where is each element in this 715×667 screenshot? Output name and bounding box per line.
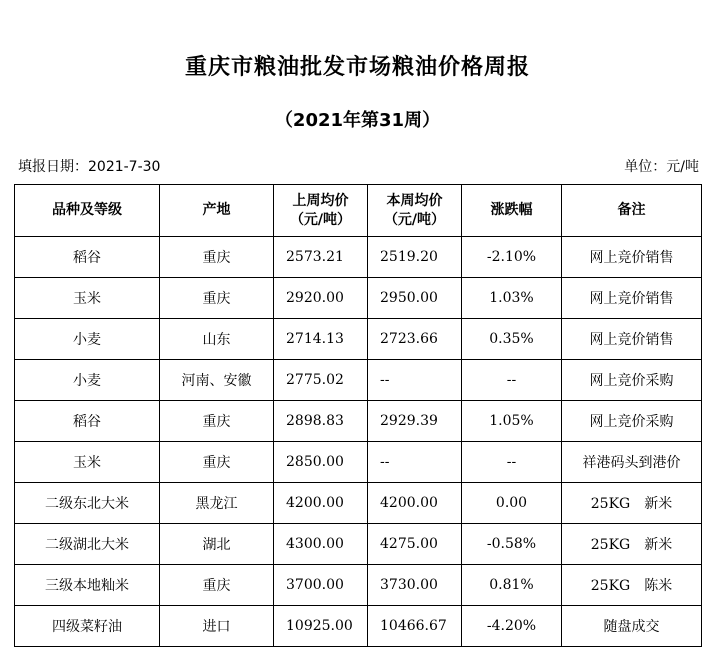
cell-variety: 四级菜籽油 — [15, 606, 160, 647]
table-row — [15, 606, 702, 647]
cell-last-week: 2898.83 — [274, 401, 368, 442]
cell-origin: 重庆 — [160, 401, 274, 442]
cell-change: 1.05% — [462, 401, 562, 442]
cell-variety: 玉米 — [15, 278, 160, 319]
cell-this-week: 2929.39 — [368, 401, 462, 442]
cell-variety: 稻谷 — [15, 237, 160, 278]
cell-this-week: 4200.00 — [368, 483, 462, 524]
cell-note: 祥港码头到港价 — [562, 442, 702, 483]
header-last-week-unit: （元/吨） — [289, 211, 352, 228]
cell-note: 网上竞价销售 — [562, 278, 702, 319]
cell-last-week: 2920.00 — [274, 278, 368, 319]
cell-variety: 三级本地籼米 — [15, 565, 160, 606]
cell-change: -2.10% — [462, 237, 562, 278]
cell-origin: 山东 — [160, 319, 274, 360]
table-row — [15, 278, 702, 319]
cell-change: 0.35% — [462, 319, 562, 360]
cell-origin: 重庆 — [160, 442, 274, 483]
header-variety: 品种及等级 — [15, 185, 160, 237]
cell-note: 网上竞价销售 — [562, 237, 702, 278]
cell-last-week: 4300.00 — [274, 524, 368, 565]
cell-last-week: 3700.00 — [274, 565, 368, 606]
table-row — [15, 319, 702, 360]
table-row — [15, 442, 702, 483]
cell-change: 0.00 — [462, 483, 562, 524]
cell-last-week: 4200.00 — [274, 483, 368, 524]
cell-variety: 稻谷 — [15, 401, 160, 442]
cell-change: -- — [462, 442, 562, 483]
cell-last-week: 2850.00 — [274, 442, 368, 483]
cell-last-week: 10925.00 — [274, 606, 368, 647]
report-week: （2021年第31周） — [274, 110, 441, 131]
header-this-week-label: 本周均价 — [386, 192, 443, 209]
cell-note: 25KG 新米 — [562, 524, 702, 565]
cell-origin: 重庆 — [160, 278, 274, 319]
cell-origin: 河南、安徽 — [160, 360, 274, 401]
cell-change: -0.58% — [462, 524, 562, 565]
cell-variety: 二级东北大米 — [15, 483, 160, 524]
cell-this-week: 10466.67 — [368, 606, 462, 647]
cell-last-week: 2573.21 — [274, 237, 368, 278]
unit-label: 单位：元/吨 — [624, 159, 699, 175]
cell-note: 25KG 陈米 — [562, 565, 702, 606]
header-note: 备注 — [562, 185, 702, 237]
table-row — [15, 401, 702, 442]
table-row — [15, 483, 702, 524]
cell-this-week: -- — [368, 442, 462, 483]
cell-note: 网上竞价采购 — [562, 401, 702, 442]
cell-note: 网上竞价销售 — [562, 319, 702, 360]
cell-origin: 重庆 — [160, 237, 274, 278]
cell-variety: 小麦 — [15, 360, 160, 401]
cell-note: 随盘成交 — [562, 606, 702, 647]
cell-this-week: 2519.20 — [368, 237, 462, 278]
fill-date: 填报日期：2021-7-30 — [18, 159, 161, 175]
table-row — [15, 237, 702, 278]
cell-last-week: 2775.02 — [274, 360, 368, 401]
cell-last-week: 2714.13 — [274, 319, 368, 360]
price-table — [14, 184, 702, 647]
cell-origin: 进口 — [160, 606, 274, 647]
cell-change: -- — [462, 360, 562, 401]
cell-variety: 二级湖北大米 — [15, 524, 160, 565]
header-this-week-unit: （元/吨） — [383, 211, 446, 228]
header-change: 涨跌幅 — [462, 185, 562, 237]
table-row — [15, 524, 702, 565]
cell-change: 1.03% — [462, 278, 562, 319]
page-title: 重庆市粮油批发市场粮油价格周报 — [184, 55, 530, 80]
cell-this-week: 4275.00 — [368, 524, 462, 565]
cell-origin: 黑龙江 — [160, 483, 274, 524]
cell-origin: 湖北 — [160, 524, 274, 565]
header-last-week-price — [274, 185, 368, 237]
cell-variety: 小麦 — [15, 319, 160, 360]
cell-this-week: 3730.00 — [368, 565, 462, 606]
header-last-week-label: 上周均价 — [292, 192, 349, 209]
table-row — [15, 565, 702, 606]
cell-this-week: 2950.00 — [368, 278, 462, 319]
table-header-row — [15, 185, 702, 237]
cell-this-week: -- — [368, 360, 462, 401]
header-this-week-price — [368, 185, 462, 237]
cell-note: 网上竞价采购 — [562, 360, 702, 401]
cell-note: 25KG 新米 — [562, 483, 702, 524]
cell-variety: 玉米 — [15, 442, 160, 483]
cell-change: -4.20% — [462, 606, 562, 647]
table-row — [15, 360, 702, 401]
cell-change: 0.81% — [462, 565, 562, 606]
cell-this-week: 2723.66 — [368, 319, 462, 360]
cell-origin: 重庆 — [160, 565, 274, 606]
header-origin: 产地 — [160, 185, 274, 237]
